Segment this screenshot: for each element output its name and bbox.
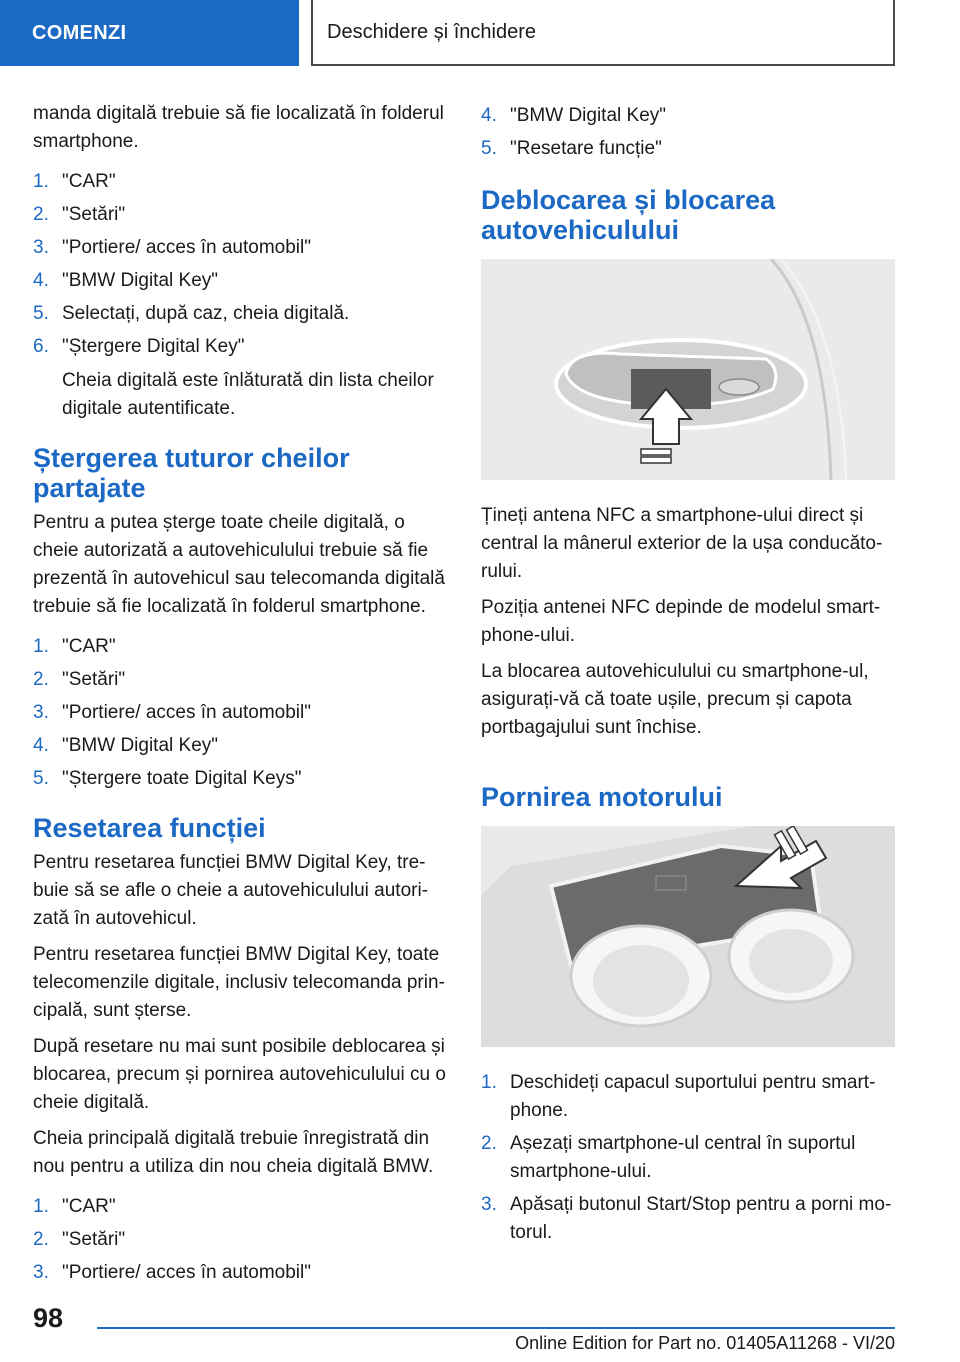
list-item [33,234,447,262]
list-item-number: 4. [33,270,49,291]
list-item [33,765,447,793]
smartphone-holder-illustration [481,826,895,1047]
list-item-number: 5. [33,768,49,789]
list-item-number: 3. [33,237,49,258]
heading-delete-all-keys: Ștergerea tuturor cheilor partajate [33,443,350,503]
page-footer [0,1295,960,1362]
list-item-number: 2. [33,669,49,690]
left-column [33,100,447,1299]
list-item [33,732,447,760]
list-item [33,699,447,727]
list-item-number: 1. [33,636,49,657]
list-item-text: "CAR" [62,171,116,192]
reset-paragraph-4: Cheia principală digitală trebuie înregistrată din nou pentru a utiliza din nou cheia digitală BMW. [33,1128,434,1177]
heading-unlock-lock: Deblocarea și blocarea autovehiculului [481,185,776,245]
list-item-text: Deschideți capacul suportului pentru smartphone. [510,1072,876,1121]
list-item [481,135,895,163]
list-item-text: "BMW Digital Key" [62,270,219,291]
page-header [0,0,960,66]
reset-paragraph-3: După resetare nu mai sunt posibile deblocarea și blocarea, precum și pornirea autovehiculului cu o cheie digitală. [33,1036,446,1113]
list-item-text: "Setări" [62,204,126,225]
list-item-number: 6. [33,336,49,357]
section-tab[interactable]: Deschidere și închidere [311,0,895,66]
nfc-paragraph-3: La blocarea autovehiculului cu smartphone-ul, asigurați-vă că toate ușile, precum și capota portbagajului sunt închise. [481,661,869,738]
list-item [33,201,447,229]
intro-paragraph: manda digitală trebuie să fie localizată în folderul smartphone. [33,103,444,152]
door-handle-illustration [481,259,895,480]
smartphone-holder-drawing [481,826,895,1047]
list-item-number: 3. [481,1194,497,1215]
page-number: 98 [33,1303,64,1333]
delete-all-steps [33,633,447,793]
list-item [33,1226,447,1254]
engine-start-steps [481,1069,895,1247]
right-column [481,102,895,1259]
list-item-number: 3. [33,1262,49,1283]
chapter-tab[interactable]: COMENZI [0,0,299,66]
list-item-text: "Ștergere toate Digital Keys" [62,768,302,789]
nfc-paragraph-2: Poziția antenei NFC depinde de modelul smartphone-ului. [481,597,881,646]
list-item [33,1193,447,1221]
reset-paragraph-2: Pentru resetarea funcției BMW Digital Key, toate telecomenzile digitale, inclusiv telecomanda principală, sunt șterse. [33,944,445,1021]
list-item-text: "CAR" [62,636,116,657]
list-item-text: "Setări" [62,669,126,690]
footer-divider [97,1327,895,1329]
list-item-text: "CAR" [62,1196,116,1217]
heading-engine-start: Pornirea motorului [481,782,723,812]
list-item-number: 4. [33,735,49,756]
list-item [33,633,447,661]
reset-paragraph-1: Pentru resetarea funcției BMW Digital Key, trebuie să se afle o cheie a autovehiculului autorizată în autovehicul. [33,852,429,929]
list-item [481,1069,895,1125]
list-item-number: 5. [481,138,497,159]
list-item-text: "Setări" [62,1229,126,1250]
heading-reset-function: Resetarea funcției [33,813,266,843]
list-item-text: Așezați smartphone-ul central în suportul smartphone-ului. [510,1133,856,1182]
list-item-number: 1. [33,1196,49,1217]
list-item [481,102,895,130]
list-item-text: Selectați, după caz, cheia digitală. [62,303,350,324]
list-item-text: Apăsați butonul Start/Stop pentru a porni motorul. [510,1194,892,1243]
delete-all-paragraph: Pentru a putea șterge toate cheile digitală, o cheie autorizată a autovehiculului trebuie să fie prezentă în autovehicul sau telecomanda digitală trebuie să fie localizată în folderul smartphone. [33,512,445,617]
reset-steps [33,1193,447,1287]
list-item-number: 4. [481,105,497,126]
list-item [33,666,447,694]
list-item-subtext: Cheia digitală este înlăturată din lista cheilor digitale autentificate. [62,370,434,419]
list-item-number: 3. [33,702,49,723]
list-item-text: "BMW Digital Key" [62,735,219,756]
reset-steps-continued [481,102,895,163]
list-item [33,1259,447,1287]
list-item [33,300,447,328]
list-item [33,168,447,196]
list-item-number: 1. [33,171,49,192]
door-handle-drawing [481,259,895,480]
nfc-paragraph-1: Țineți antena NFC a smartphone-ului direct și central la mânerul exterior de la ușa conducătorului. [481,505,883,582]
list-item [33,267,447,295]
list-item-text: "Ștergere Digital Key" [62,336,245,357]
list-item-number: 2. [33,1229,49,1250]
list-item-text: "Resetare funcție" [510,138,662,159]
list-item-text: "BMW Digital Key" [510,105,667,126]
digital-key-delete-steps [33,168,447,423]
list-item-number: 1. [481,1072,497,1093]
edition-text[interactable]: Online Edition for Part no. 01405A11268 - VI/20 [515,1333,895,1353]
list-item-number: 5. [33,303,49,324]
list-item-text: "Portiere/ acces în automobil" [62,702,311,723]
list-item-number: 2. [33,204,49,225]
list-item-number: 2. [481,1133,497,1154]
list-item [481,1130,895,1186]
list-item [33,333,447,423]
list-item-text: "Portiere/ acces în automobil" [62,237,311,258]
list-item [481,1191,895,1247]
list-item-text: "Portiere/ acces în automobil" [62,1262,311,1283]
